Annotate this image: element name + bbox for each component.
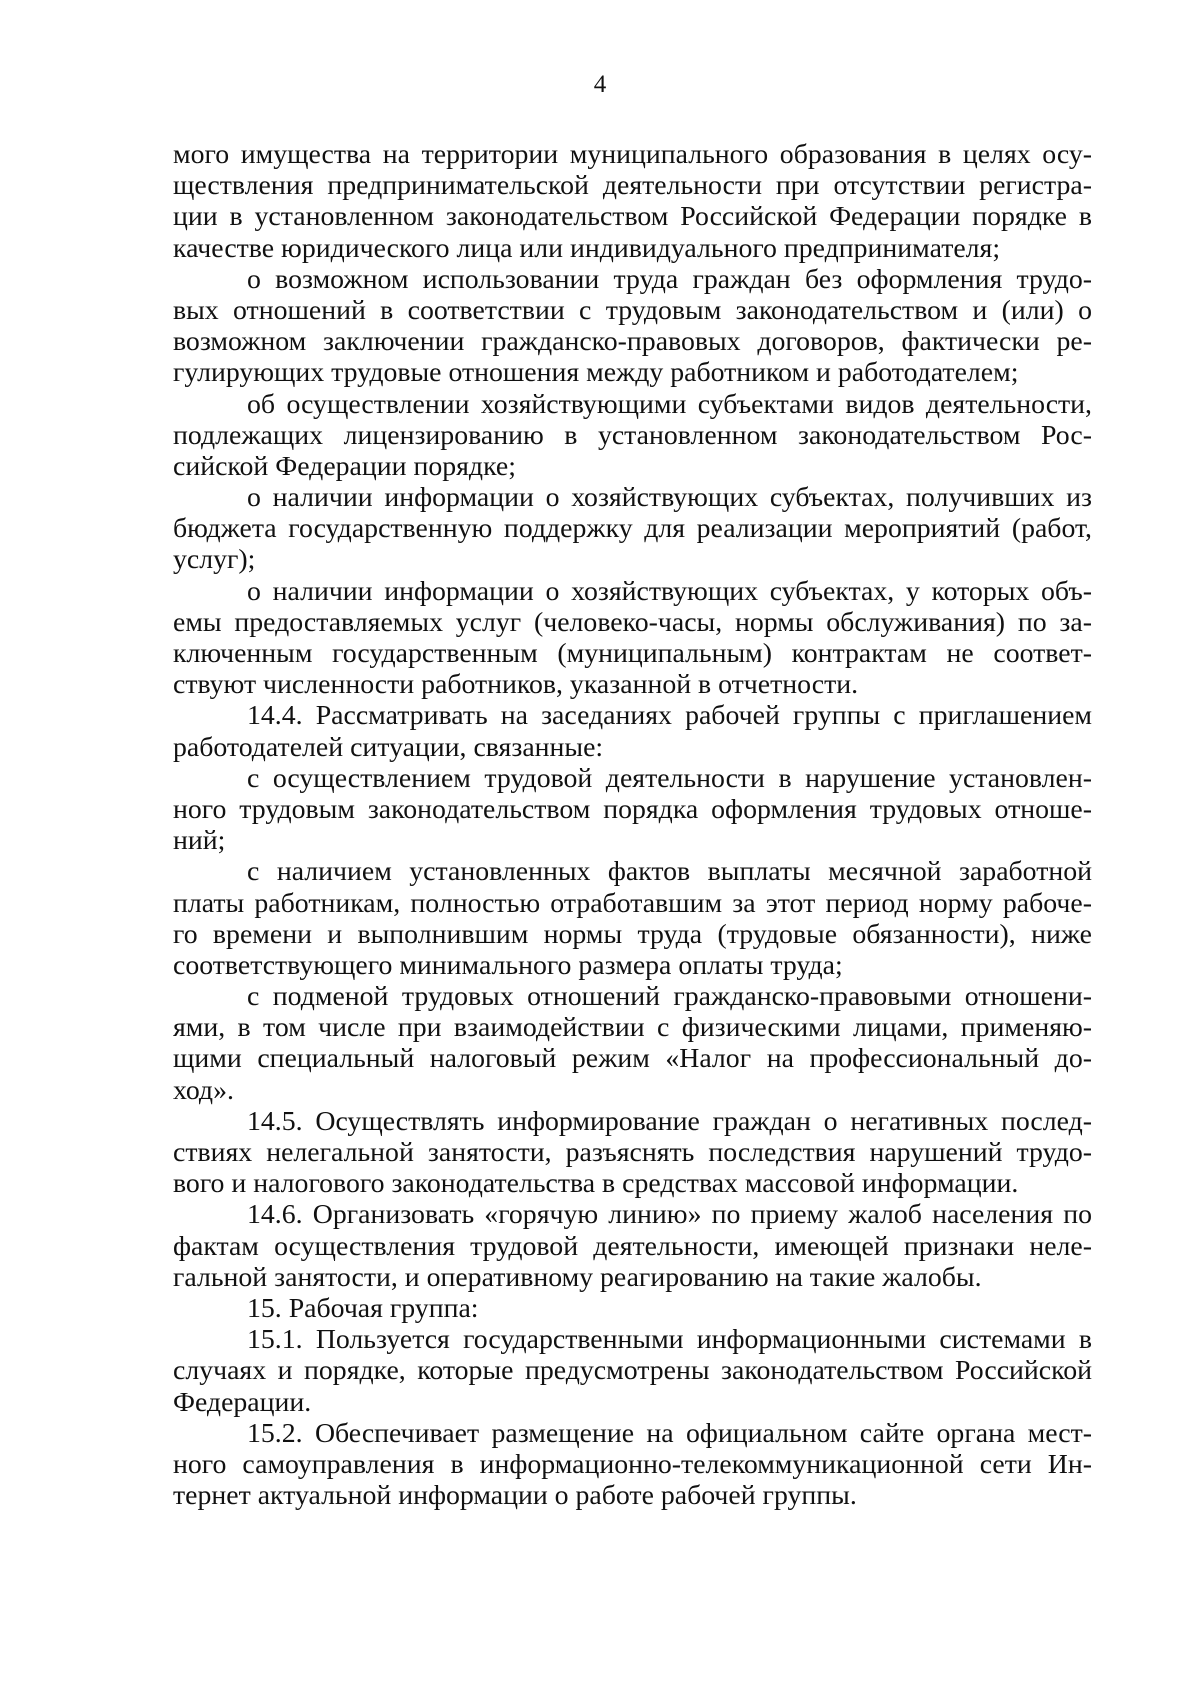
text-line: емы предоставляемых услуг (человеко-часы, нормы обслуживания) по за- bbox=[173, 606, 1092, 638]
text-line: качестве юридического лица или индивидуального предпринимателя; bbox=[173, 232, 1001, 264]
paragraph bbox=[173, 1106, 1092, 1200]
text-line: 15.1. Пользуется государственными информационными системами в bbox=[247, 1324, 1092, 1356]
text-line: ществления предпринимательской деятельности при отсутствии регистра- bbox=[173, 170, 1092, 202]
text-line: об осуществлении хозяйствующими субъектами видов деятельности, bbox=[247, 388, 1092, 420]
paragraph bbox=[173, 139, 1092, 264]
text-line: бюджета государственную поддержку для реализации мероприятий (работ, bbox=[173, 513, 1092, 545]
paragraph bbox=[173, 763, 1092, 857]
text-line: платы работникам, полностью отработавшим за этот период норму рабоче- bbox=[173, 887, 1092, 919]
text-line: услуг); bbox=[173, 544, 256, 576]
paragraph bbox=[173, 482, 1092, 576]
paragraph bbox=[173, 1418, 1092, 1512]
paragraph bbox=[173, 981, 1092, 1106]
paragraph bbox=[173, 576, 1092, 701]
text-line: тернет актуальной информации о работе рабочей группы. bbox=[173, 1480, 857, 1512]
text-line: ствуют численности работников, указанной в отчетности. bbox=[173, 669, 859, 701]
text-line: ний; bbox=[173, 825, 226, 857]
paragraph bbox=[173, 389, 1092, 483]
text-line: о возможном использовании труда граждан без оформления трудо- bbox=[247, 263, 1092, 295]
paragraph bbox=[173, 1324, 1092, 1418]
paragraph bbox=[173, 1293, 1092, 1324]
text-line: гальной занятости, и оперативному реагированию на такие жалобы. bbox=[173, 1261, 982, 1293]
text-line: ями, в том числе при взаимодействии с физическими лицами, применяю- bbox=[173, 1012, 1092, 1044]
text-line: о наличии информации о хозяйствующих субъектах, получивших из bbox=[247, 482, 1092, 514]
page-number: 4 bbox=[593, 71, 607, 98]
text-line: ного самоуправления в информационно-телекоммуникационной сети Ин- bbox=[173, 1448, 1092, 1480]
paragraph bbox=[173, 264, 1092, 389]
text-line: гулирующих трудовые отношения между работником и работодателем; bbox=[173, 357, 1019, 389]
text-line: 15.2. Обеспечивает размещение на официальном сайте органа мест- bbox=[247, 1417, 1092, 1449]
text-line: ключенным государственным (муниципальным) контрактам не соответ- bbox=[173, 638, 1092, 669]
text-line: сийской Федерации порядке; bbox=[173, 450, 516, 482]
text-line: возможном заключении гражданско-правовых договоров, фактически ре- bbox=[173, 326, 1092, 358]
text-line: случаях и порядке, которые предусмотрены законодательством Российской bbox=[173, 1355, 1092, 1387]
text-line: 14.6. Организовать «горячую линию» по приему жалоб населения по bbox=[247, 1199, 1092, 1231]
text-line: с осуществлением трудовой деятельности в нарушение установлен- bbox=[247, 762, 1092, 794]
text-line: с подменой трудовых отношений гражданско-правовыми отношени- bbox=[247, 981, 1092, 1013]
text-line: соответствующего минимального размера оплаты труда; bbox=[173, 949, 843, 981]
text-line: Федерации. bbox=[173, 1386, 312, 1418]
text-line: го времени и выполнившим нормы труда (трудовые обязанности), ниже bbox=[173, 918, 1092, 950]
paragraph bbox=[173, 1199, 1092, 1293]
text-line: ход». bbox=[173, 1074, 234, 1106]
text-line: ции в установленном законодательством Российской Федерации порядке в bbox=[173, 201, 1092, 233]
text-line: 15. Рабочая группа: bbox=[247, 1292, 479, 1324]
text-line: с наличием установленных фактов выплаты месячной заработной bbox=[247, 856, 1092, 888]
text-line: подлежащих лицензированию в установленном законодательством Рос- bbox=[173, 419, 1092, 451]
text-line: ного трудовым законодательством порядка оформления трудовых отноше- bbox=[173, 793, 1092, 825]
text-line: вых отношений в соответствии с трудовым законодательством и (или) о bbox=[173, 294, 1092, 326]
text-line: щими специальный налоговый режим «Налог на профессиональный до- bbox=[173, 1043, 1092, 1075]
paragraph bbox=[173, 700, 1092, 762]
paragraph bbox=[173, 856, 1092, 981]
text-line: фактам осуществления трудовой деятельности, имеющей признаки неле- bbox=[173, 1230, 1092, 1262]
text-line: 14.5. Осуществлять информирование граждан о негативных послед- bbox=[247, 1105, 1092, 1137]
document-body bbox=[173, 139, 1092, 1511]
text-line: мого имущества на территории муниципального образования в целях осу- bbox=[173, 139, 1092, 170]
text-line: ствиях нелегальной занятости, разъяснять последствия нарушений трудо- bbox=[173, 1137, 1092, 1168]
text-line: о наличии информации о хозяйствующих субъектах, у которых объ- bbox=[247, 575, 1092, 607]
text-line: работодателей ситуации, связанные: bbox=[173, 731, 604, 763]
text-line: вого и налогового законодательства в средствах массовой информации. bbox=[173, 1168, 1019, 1200]
text-line: 14.4. Рассматривать на заседаниях рабочей группы с приглашением bbox=[247, 700, 1092, 732]
